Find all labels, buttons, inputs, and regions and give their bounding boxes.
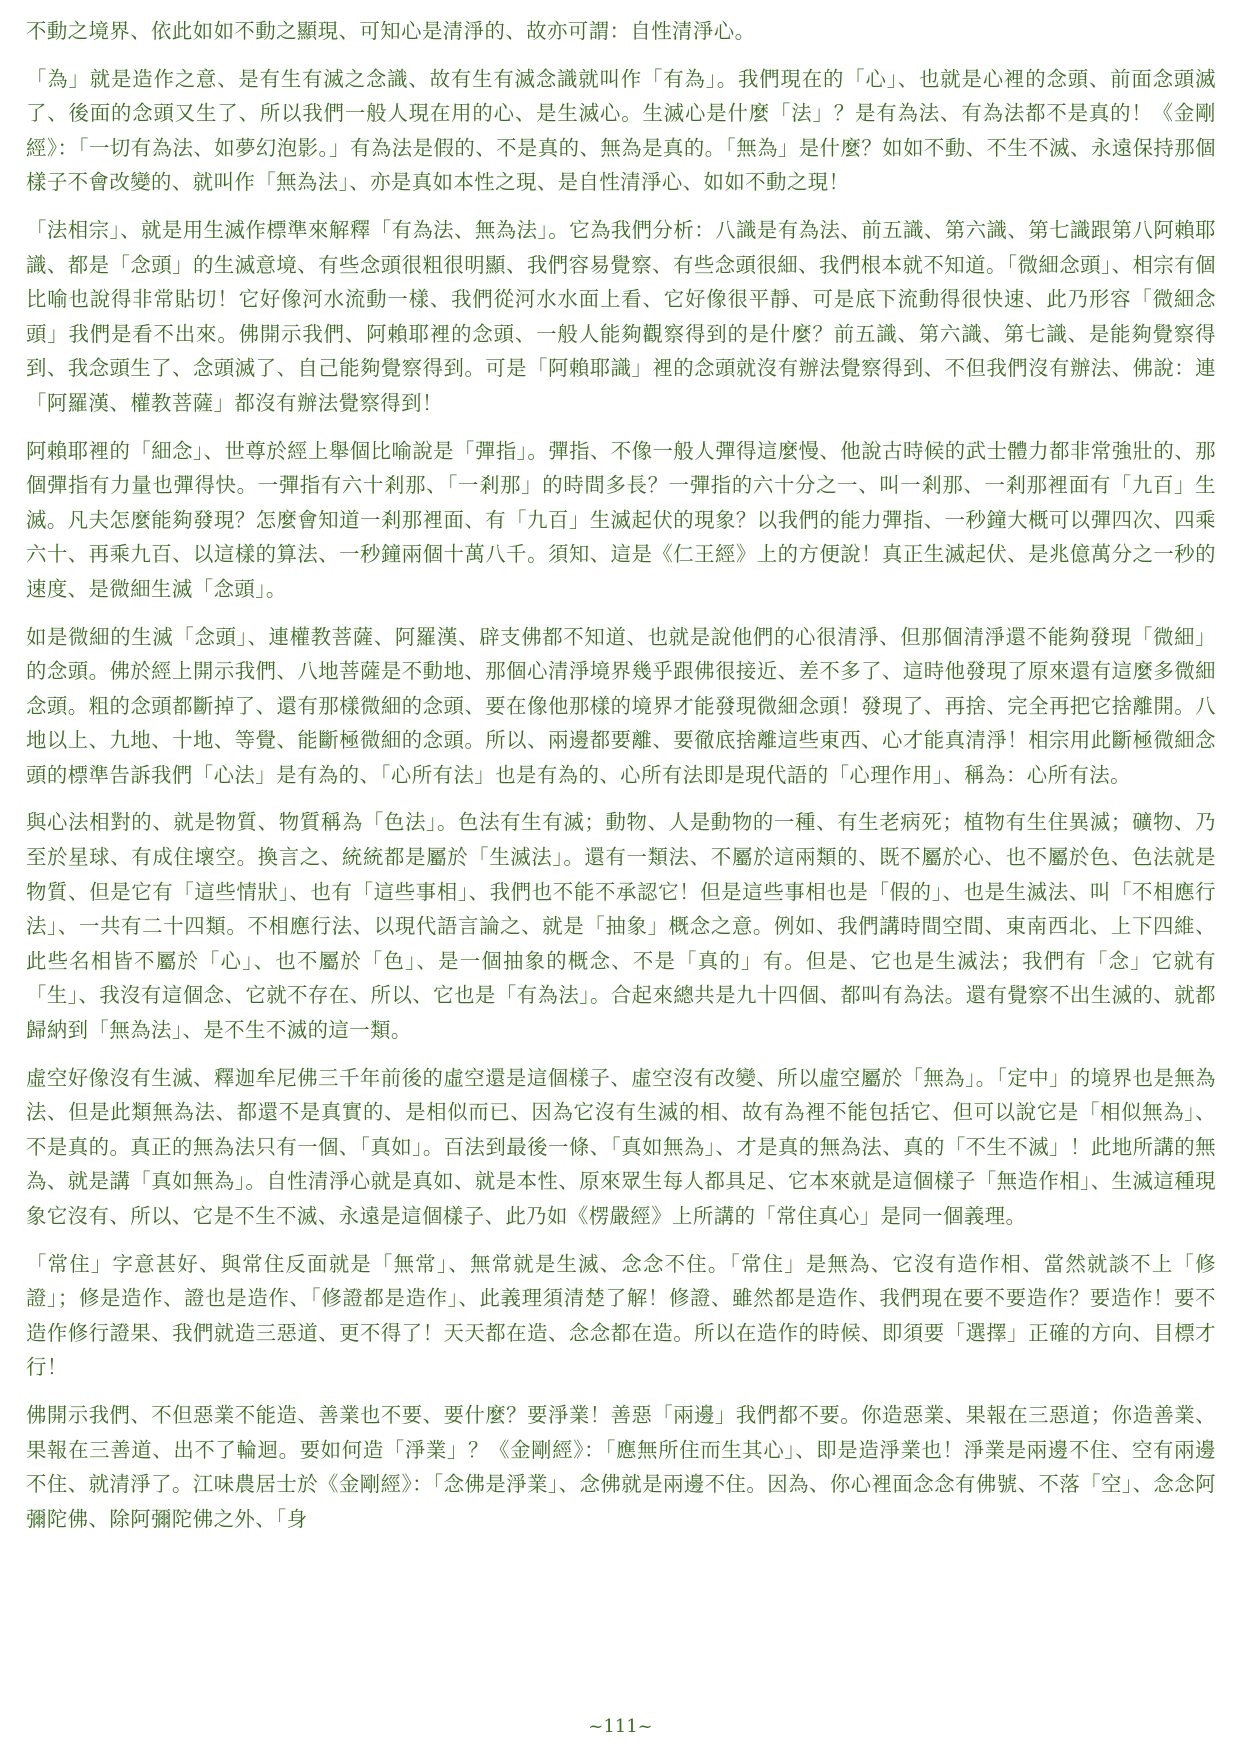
paragraph-5: 如是微細的生滅「念頭」、連權教菩薩、阿羅漢、辟支佛都不知道、也就是說他們的心很清淨、但那個清淨還不能夠發現「微細」的念頭。佛於經上開示我們、八地菩薩是不動地、那個心清淨境界幾乎跟佛很接近、差不多了、這時他發現了原來還有這麼多微細念頭。粗的念頭都斷掉了、還有那樣微細的念頭、要在像他那樣的境界才能發現微細念頭！發現了、再捨、完全再把它捨離開。八地以上、九地、十地、等覺、能斷極微細的念頭。所以、兩邊都要離、要徹底捨離這些東西、心才能真清淨！相宗用此斷極微細念頭的標準告訴我們「心法」是有為的、「心所有法」也是有為的、心所有法即是現代語的「心理作用」、稱為：心所有法。 — [26, 624, 1216, 787]
paragraph-6: 與心法相對的、就是物質、物質稱為「色法」。色法有生有滅；動物、人是動物的一種、有生老病死；植物有生住異滅；礦物、乃至於星球、有成住壞空。換言之、統統都是屬於「生滅法」。還有一類法、不屬於這兩類的、既不屬於心、也不屬於色、色法就是物質、但是它有「這些情狀」、也有「這些事相」、我們也不能不承認它！但是這些事相也是「假的」、也是生滅法、叫「不相應行法」、一共有二十四類。不相應行法、以現代語言論之、就是「抽象」概念之意。例如、我們講時間空間、東南西北、上下四維、此些名相皆不屬於「心」、也不屬於「色」、是一個抽象的概念、不是「真的」有。但是、它也是生滅法；我們有「念」它就有「生」、我沒有這個念、它就不存在、所以、它也是「有為法」。合起來總共是九十四個、都叫有為法。還有覺察不出生滅的、就都歸納到「無為法」、是不生不滅的這一類。 — [26, 810, 1216, 1043]
document-body — [26, 14, 1216, 1549]
paragraph-2: 「為」就是造作之意、是有生有滅之念識、故有生有滅念識就叫作「有為」。我們現在的「心」、也就是心裡的念頭、前面念頭滅了、後面的念頭又生了、所以我們一般人現在用的心、是生滅心。生滅心是什麼「法」？是有為法、有為法都不是真的！《金剛經》：「一切有為法、如夢幻泡影。」有為法是假的、不是真的、無為是真的。「無為」是什麼？如如不動、不生不滅、永遠保持那個樣子不會改變的、就叫作「無為法」、亦是真如本性之現、是自性清淨心、如如不動之現！ — [26, 66, 1216, 195]
paragraph-7: 虛空好像沒有生滅、釋迦牟尼佛三千年前後的虛空還是這個樣子、虛空沒有改變、所以虛空屬於「無為」。「定中」的境界也是無為法、但是此類無為法、都還不是真實的、是相似而已、因為它沒有生滅的相、故有為裡不能包括它、但可以說它是「相似無為」、不是真的。真正的無為法只有一個、「真如」。百法到最後一條、「真如無為」、才是真的無為法、真的「不生不滅」！此地所講的無為、就是講「真如無為」。自性清淨心就是真如、就是本性、原來眾生每人都具足、它本來就是這個樣子「無造作相」、生滅這種現象它沒有、所以、它是不生不滅、永遠是這個樣子、此乃如《楞嚴經》上所講的「常住真心」是同一個義理。 — [26, 1065, 1216, 1228]
paragraph-8: 「常住」字意甚好、與常住反面就是「無常」、無常就是生滅、念念不住。「常住」是無為、它沒有造作相、當然就談不上「修證」；修是造作、證也是造作、「修證都是造作」、此義理須清楚了解！修證、雖然都是造作、我們現在要不要造作？要造作！要不造作修行證果、我們就造三惡道、更不得了！天天都在造、念念都在造。所以在造作的時候、即須要「選擇」正確的方向、目標才行！ — [26, 1251, 1216, 1380]
paragraph-1: 不動之境界、依此如如不動之顯現、可知心是清淨的、故亦可謂：自性清淨心。 — [26, 19, 756, 43]
paragraph-9: 佛開示我們、不但惡業不能造、善業也不要、要什麼？要淨業！善惡「兩邊」我們都不要。你造惡業、果報在三惡道；你造善業、果報在三善道、出不了輪迴。要如何造「淨業」？《金剛經》：「應無所住而生其心」、即是造淨業也！淨業是兩邊不住、空有兩邊不住、就清淨了。江味農居士於《金剛經》：「念佛是淨業」、念佛就是兩邊不住。因為、你心裡面念念有佛號、不落「空」、念念阿彌陀佛、除阿彌陀佛之外、「身 — [26, 1402, 1216, 1531]
paragraph-4: 阿賴耶裡的「細念」、世尊於經上舉個比喻說是「彈指」。彈指、不像一般人彈得這麼慢、他說古時候的武士體力都非常強壯的、那個彈指有力量也彈得快。一彈指有六十剎那、「一剎那」的時間多長？一彈指的六十分之一、叫一剎那、一剎那裡面有「九百」生滅。凡夫怎麼能夠發現？怎麼會知道一剎那裡面、有「九百」生滅起伏的現象？以我們的能力彈指、一秒鐘大概可以彈四次、四乘六十、再乘九百、以這樣的算法、一秒鐘兩個十萬八千。須知、這是《仁王經》上的方便說！真正生滅起伏、是兆億萬分之一秒的速度、是微細生滅「念頭」。 — [26, 438, 1216, 601]
page-number: ~111~ — [588, 1716, 653, 1737]
paragraph-3: 「法相宗」、就是用生滅作標準來解釋「有為法、無為法」。它為我們分析：八識是有為法、前五識、第六識、第七識跟第八阿賴耶識、都是「念頭」的生滅意境、有些念頭很粗很明顯、我們容易覺察、有些念頭很細、我們根本就不知道。「微細念頭」、相宗有個比喻也說得非常貼切！它好像河水流動一樣、我們從河水水面上看、它好像很平靜、可是底下流動得很快速、此乃形容「微細念頭」我們是看不出來。佛開示我們、阿賴耶裡的念頭、一般人能夠觀察得到的是什麼？前五識、第六識、第七識、是能夠覺察得到、我念頭生了、念頭滅了、自己能夠覺察得到。可是「阿賴耶識」裡的念頭就沒有辦法覺察得到、不但我們沒有辦法、佛說：連「阿羅漢、權教菩薩」都沒有辦法覺察得到！ — [26, 217, 1216, 415]
